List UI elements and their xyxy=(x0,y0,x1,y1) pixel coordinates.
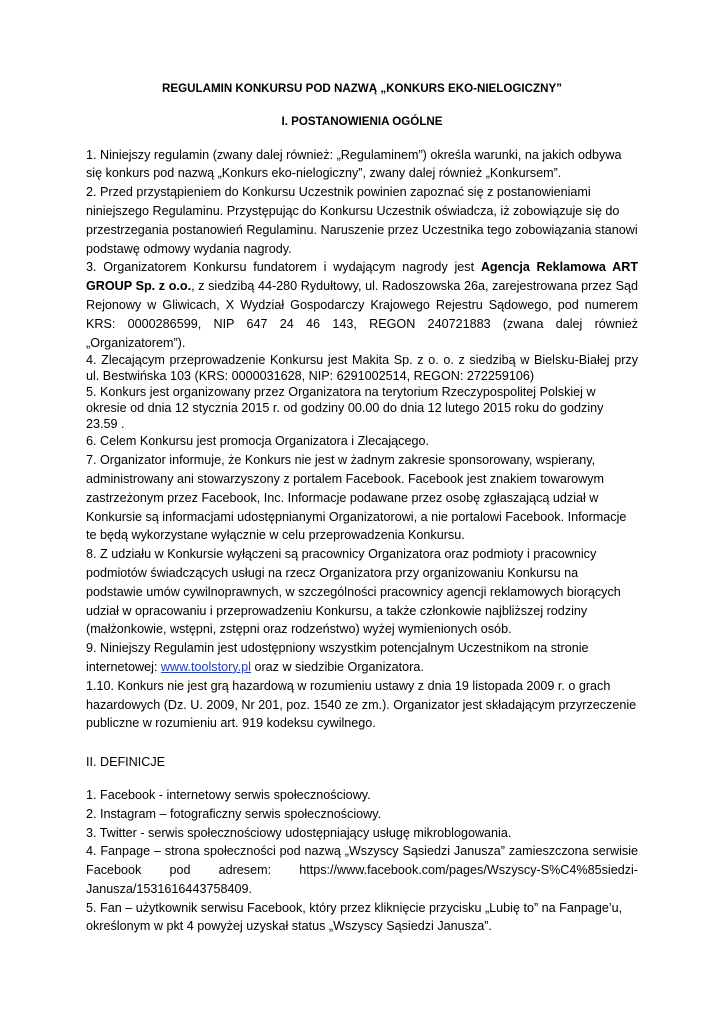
section-heading-general: I. POSTANOWIENIA OGÓLNE xyxy=(281,114,443,128)
definition-3: 3. Twitter - serwis społecznościowy udostępniający usługę mikroblogowania. xyxy=(86,825,512,840)
definition-5: 5. Fan – użytkownik serwisu Facebook, który przez kliknięcie przycisku „Lubię to” na Fanpage’u, określonym w pkt 4 powyżej uzyskał status „Wszyscy Sąsiedzi Janusza”. xyxy=(86,900,623,934)
paragraph-9 xyxy=(86,639,638,677)
paragraph-3 xyxy=(86,258,638,352)
paragraph-8: 8. Z udziału w Konkursie wyłączeni są pracownicy Organizatora oraz podmioty i pracownicy podmiotów świadczących usługi na rzecz Organizatora przy organizowaniu Konkursu na podstawie umów cywilnoprawnych, w szczególności pracownicy agencji reklamowych biorących udział w opracowaniu i przeprowadzeniu Konkursu, a także członkowie najbliższej rodziny (małżonkowie, wstępni, zstępni oraz rodzeństwo) wyżej wymienionych osób. xyxy=(86,547,621,637)
definition-2: 2. Instagram – fotograficzny serwis społecznościowy. xyxy=(86,806,382,821)
definition-4: 4. Fanpage – strona społeczności pod nazwą „Wszyscy Sąsiedzi Janusza” zamieszczona serwisie Facebook pod adresem: https://www.facebook.com/pages/Wszyscy-S%C4%85siedzi-Janusza/1531616443758409. xyxy=(86,844,638,896)
organizer-name: Agencja Reklamowa ART GROUP Sp. z o.o. xyxy=(86,260,639,294)
section-heading-definitions: II. DEFINICJE xyxy=(86,755,166,770)
document-title: REGULAMIN KONKURSU POD NAZWĄ „KONKURS EKO-NIELOGICZNY” xyxy=(162,82,562,95)
paragraph-3-rest: , z siedzibą 44-280 Rydułtowy, ul. Radoszowska 26a, zarejestrowana przez Sąd Rejonowy w Gliwicach, X Wydział Gospodarczy Krajowego Rejestru Sądowego, pod numerem KRS: 0000286599, NIP 647 24 46 143, REGON 240721883 (zwana dalej również „Organizatorem”). xyxy=(86,279,638,350)
paragraph-2: 2. Przed przystąpieniem do Konkursu Uczestnik powinien zapoznać się z postanowieniami niniejszego Regulaminu. Przystępując do Konkursu Uczestnik oświadcza, iż zobowiązuje się do przestrzegania postanowień Regulaminu. Naruszenie przez Uczestnika tego zobowiązania stanowi podstawę odmowy wydania nagrody. xyxy=(86,185,638,256)
paragraph-9-lead: 9. Niniejszy Regulamin jest udostępniony wszystkim potencjalnym Uczestnikom na stronie internetowej: xyxy=(86,641,589,674)
paragraph-9-rest: oraz w siedzibie Organizatora. xyxy=(250,659,424,674)
paragraph-4: 4. Zlecającym przeprowadzenie Konkursu jest Makita Sp. z o. o. z siedzibą w Bielsku-Białej przy ul. Bestwińska 103 (KRS: 0000031628, NIP: 6291002514, REGON: 272259106) xyxy=(86,353,638,384)
paragraph-3-lead: 3. Organizatorem Konkursu fundatorem i wydającym nagrody jest xyxy=(86,260,481,275)
paragraph-7: 7. Organizator informuje, że Konkurs nie jest w żadnym zakresie sponsorowany, wspierany, administrowany ani stowarzyszony z portalem Facebook. Facebook jest znakiem towarowym zastrzeżonym przez Facebook, Inc. Informacje podawane przez osobę zgłaszającą udział w Konkursie są informacjami udostępnianymi Organizatorowi, a nie portalowi Facebook. Informacje te będą wykorzystane wyłącznie w celu przeprowadzenia Konkursu. xyxy=(86,453,627,543)
paragraph-5: 5. Konkurs jest organizowany przez Organizatora na terytorium Rzeczypospolitej Polskiej w okresie od dnia 12 stycznia 2015 r. od godziny 00.00 do dnia 12 lutego 2015 roku do godziny 23.59 . xyxy=(86,385,604,432)
document-page xyxy=(86,80,638,936)
definition-1: 1. Facebook - internetowy serwis społecznościowy. xyxy=(86,787,371,802)
paragraph-6: 6. Celem Konkursu jest promocja Organizatora i Zlecającego. xyxy=(86,434,429,449)
paragraph-10: 1.10. Konkurs nie jest grą hazardową w rozumieniu ustawy z dnia 19 listopada 2009 r. o grach hazardowych (Dz. U. 2009, Nr 201, poz. 1540 ze zm.). Organizator jest składającym przyrzeczenie publiczne w rozumieniu art. 919 kodeksu cywilnego. xyxy=(86,678,637,731)
toolstory-link[interactable]: www.toolstory.pl xyxy=(160,659,251,674)
paragraph-1: 1. Niniejszy regulamin (zwany dalej również: „Regulaminem”) określa warunki, na jakich odbywa się konkurs pod nazwą „Konkurs eko-nielogiczny”, zwany dalej również „Konkursem”. xyxy=(86,147,622,181)
